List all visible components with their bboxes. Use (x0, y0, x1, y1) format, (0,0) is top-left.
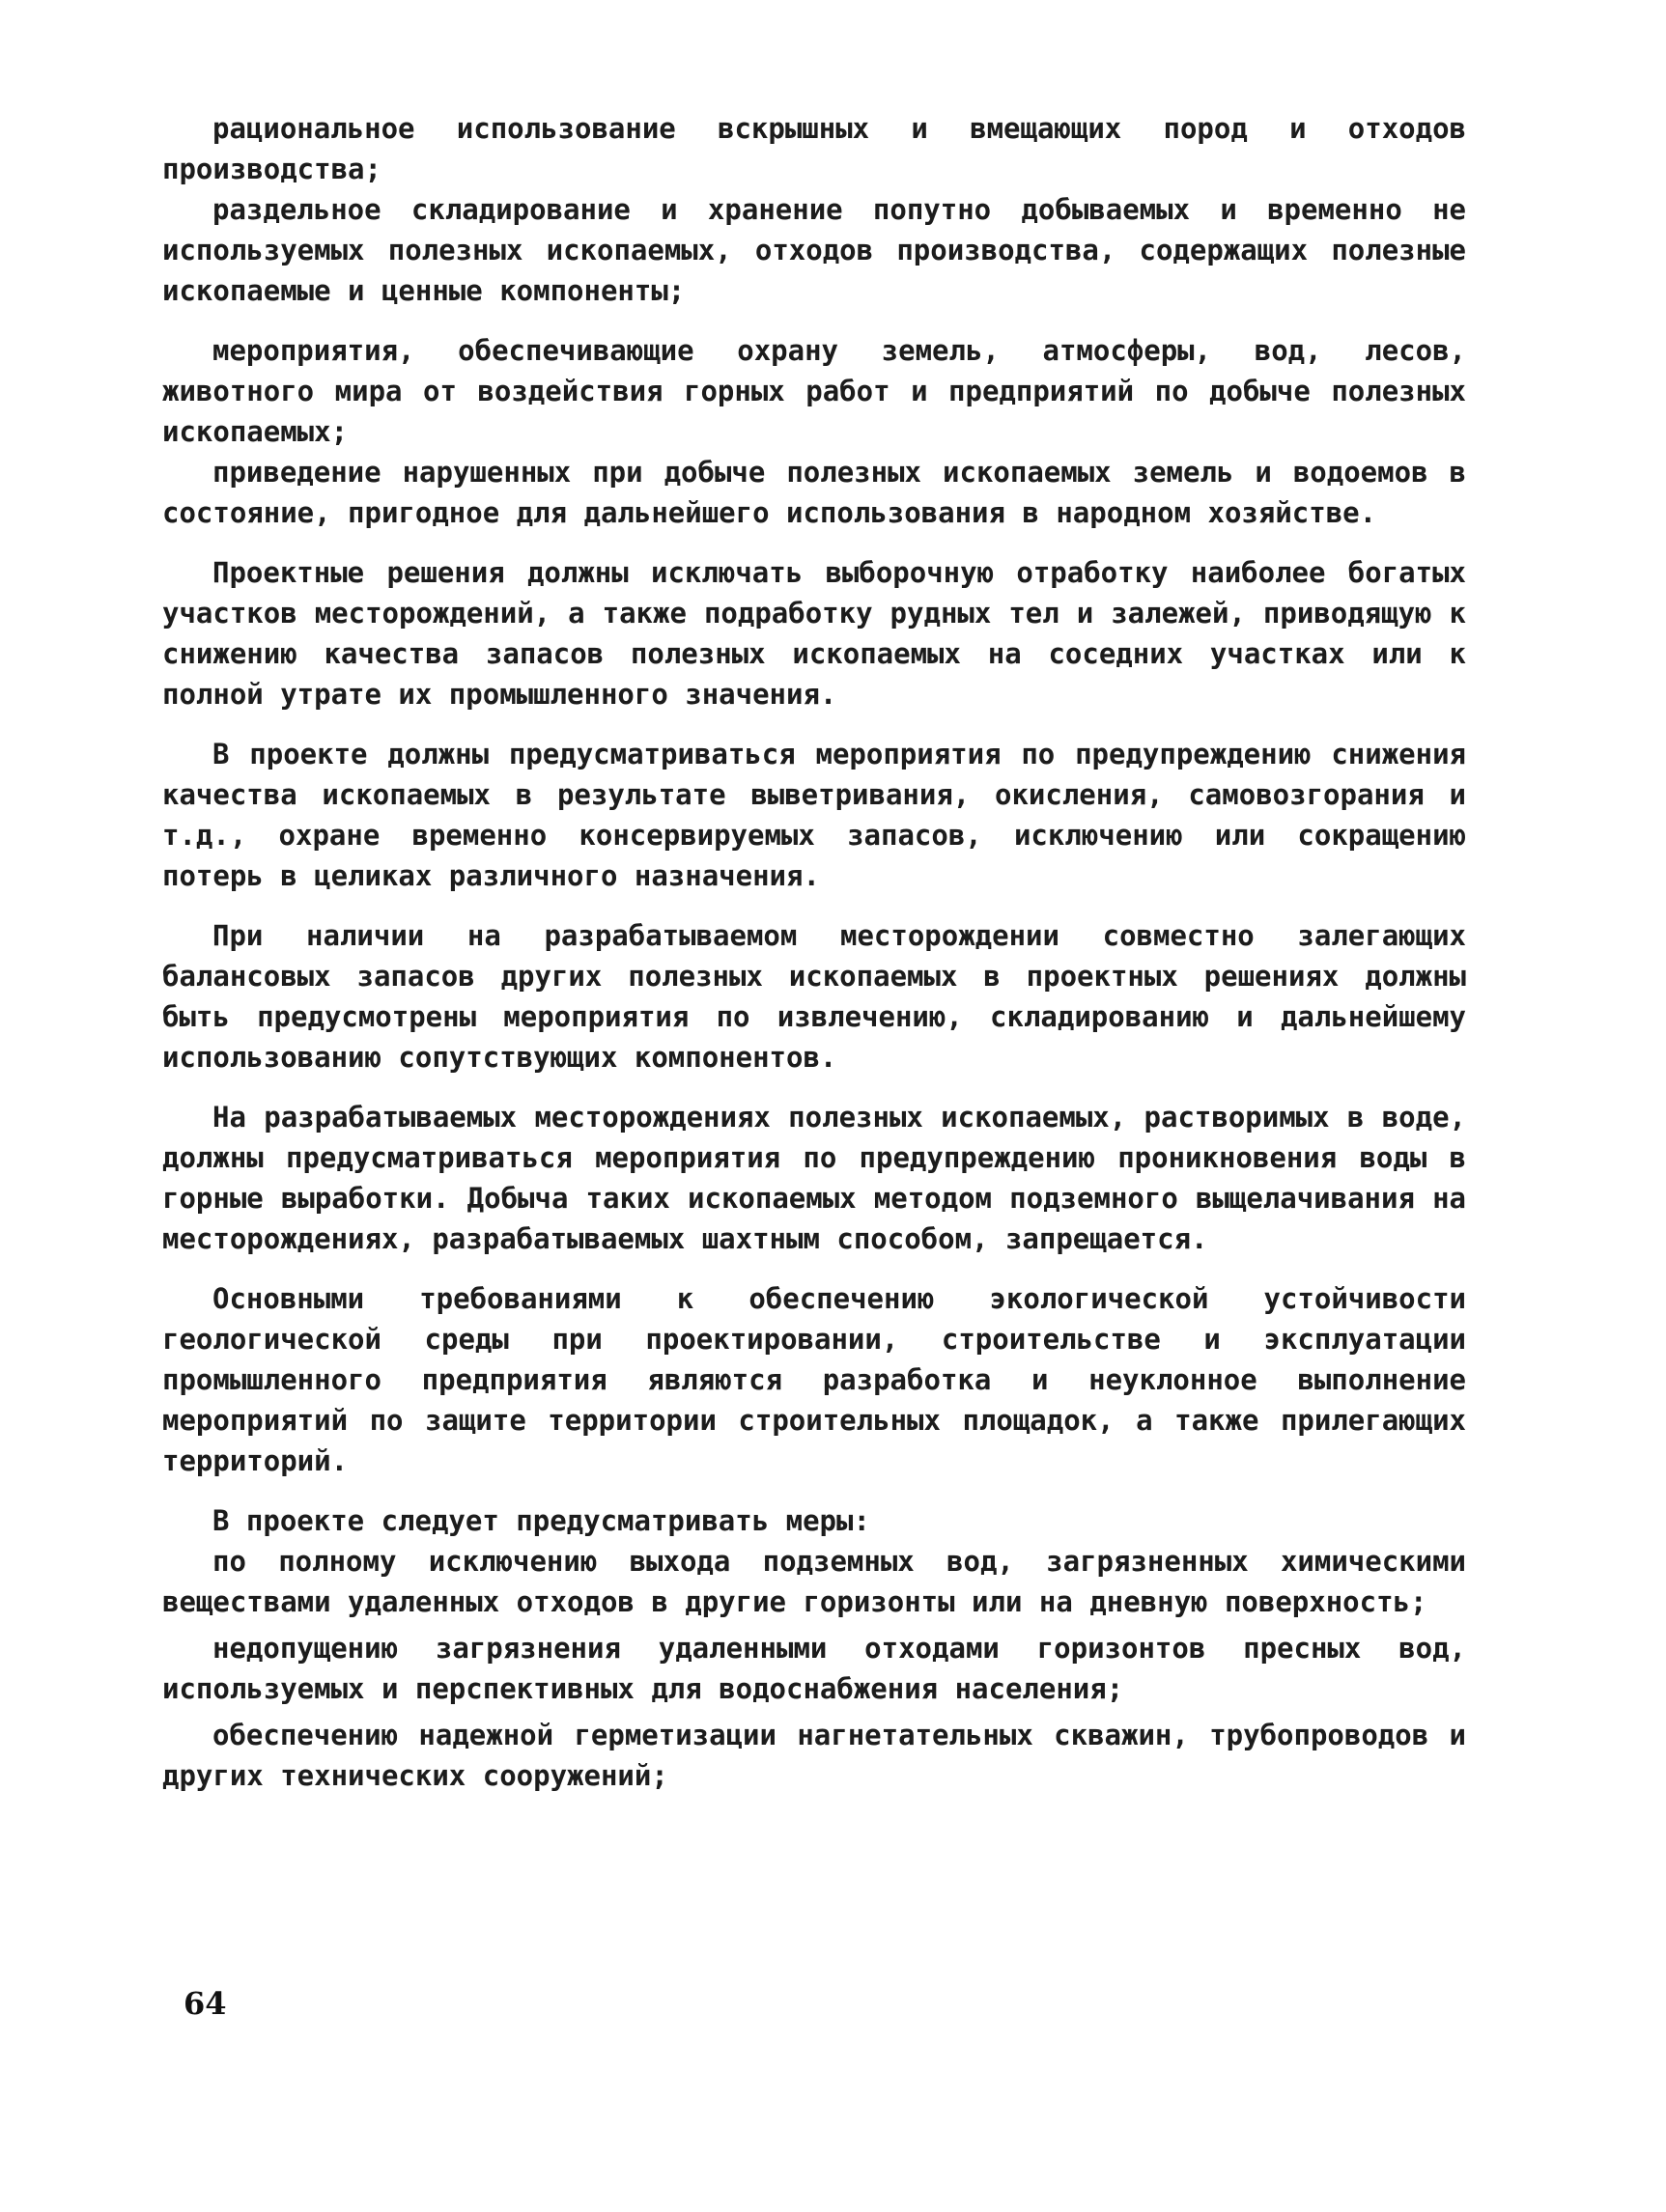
page-text (162, 108, 1466, 1796)
paragraph-1: рациональное использование вскрышных и вмещающих пород и отходов производства; (162, 112, 1466, 185)
paragraph-2: раздельное складирование и хранение попутно добываемых и временно не используемых полезных ископаемых, отходов производства, содержащих полезные ископаемые и ценные компоненты; (162, 193, 1466, 307)
paragraph-7: При наличии на разрабатываемом месторождении совместно залегающих балансовых запасов других полезных ископаемых в проектных решениях должны быть предусмотрены мероприятия по извлечению, складированию и дальнейшему использованию сопутствующих компонентов. (162, 919, 1466, 1074)
paragraph-4: приведение нарушенных при добыче полезных ископаемых земель и водоемов в состояние, пригодное для дальнейшего использования в народном хозяйстве. (162, 456, 1466, 529)
paragraph-8: На разрабатываемых месторождениях полезных ископаемых, растворимых в воде, должны предусматриваться мероприятия по предупреждению проникновения воды в горные выработки. Добыча таких ископаемых методом подземного выщелачивания на месторождениях, разрабатываемых шахтным способом, запрещается. (162, 1101, 1466, 1255)
paragraph-11: по полному исключению выхода подземных вод, загрязненных химическими веществами удаленных отходов в другие горизонты или на дневную поверхность; (162, 1545, 1466, 1618)
page-number: 64 (184, 1985, 227, 2022)
paragraph-5: Проектные решения должны исключать выборочную отработку наиболее богатых участков месторождений, а также подработку рудных тел и залежей, приводящую к снижению качества запасов полезных ископаемых на соседних участках или к полной утрате их промышленного значения. (162, 556, 1466, 711)
paragraph-12: недопущению загрязнения удаленными отходами горизонтов пресных вод, используемых и перспективных для водоснабжения населения; (162, 1632, 1466, 1705)
paragraph-9: Основными требованиями к обеспечению экологической устойчивости геологической среды при проектировании, строительстве и эксплуатации промышленного предприятия являются разработка и неуклонное выполнение мероприятий по защите территории строительных площадок, а также прилегающих территорий. (162, 1282, 1466, 1477)
paragraph-10: В проекте следует предусматривать меры: (212, 1504, 870, 1537)
paragraph-13: обеспечению надежной герметизации нагнетательных скважин, трубопроводов и других технических сооружений; (162, 1719, 1466, 1792)
paragraph-6: В проекте должны предусматриваться мероприятия по предупреждению снижения качества ископаемых в результате выветривания, окисления, самовозгорания и т.д., охране временно консервируемых запасов, исключению или сокращению потерь в целиках различного назначения. (162, 738, 1466, 892)
paragraph-3: мероприятия, обеспечивающие охрану земель, атмосферы, вод, лесов, животного мира от воздействия горных работ и предприятий по добыче полезных ископаемых; (162, 334, 1466, 448)
